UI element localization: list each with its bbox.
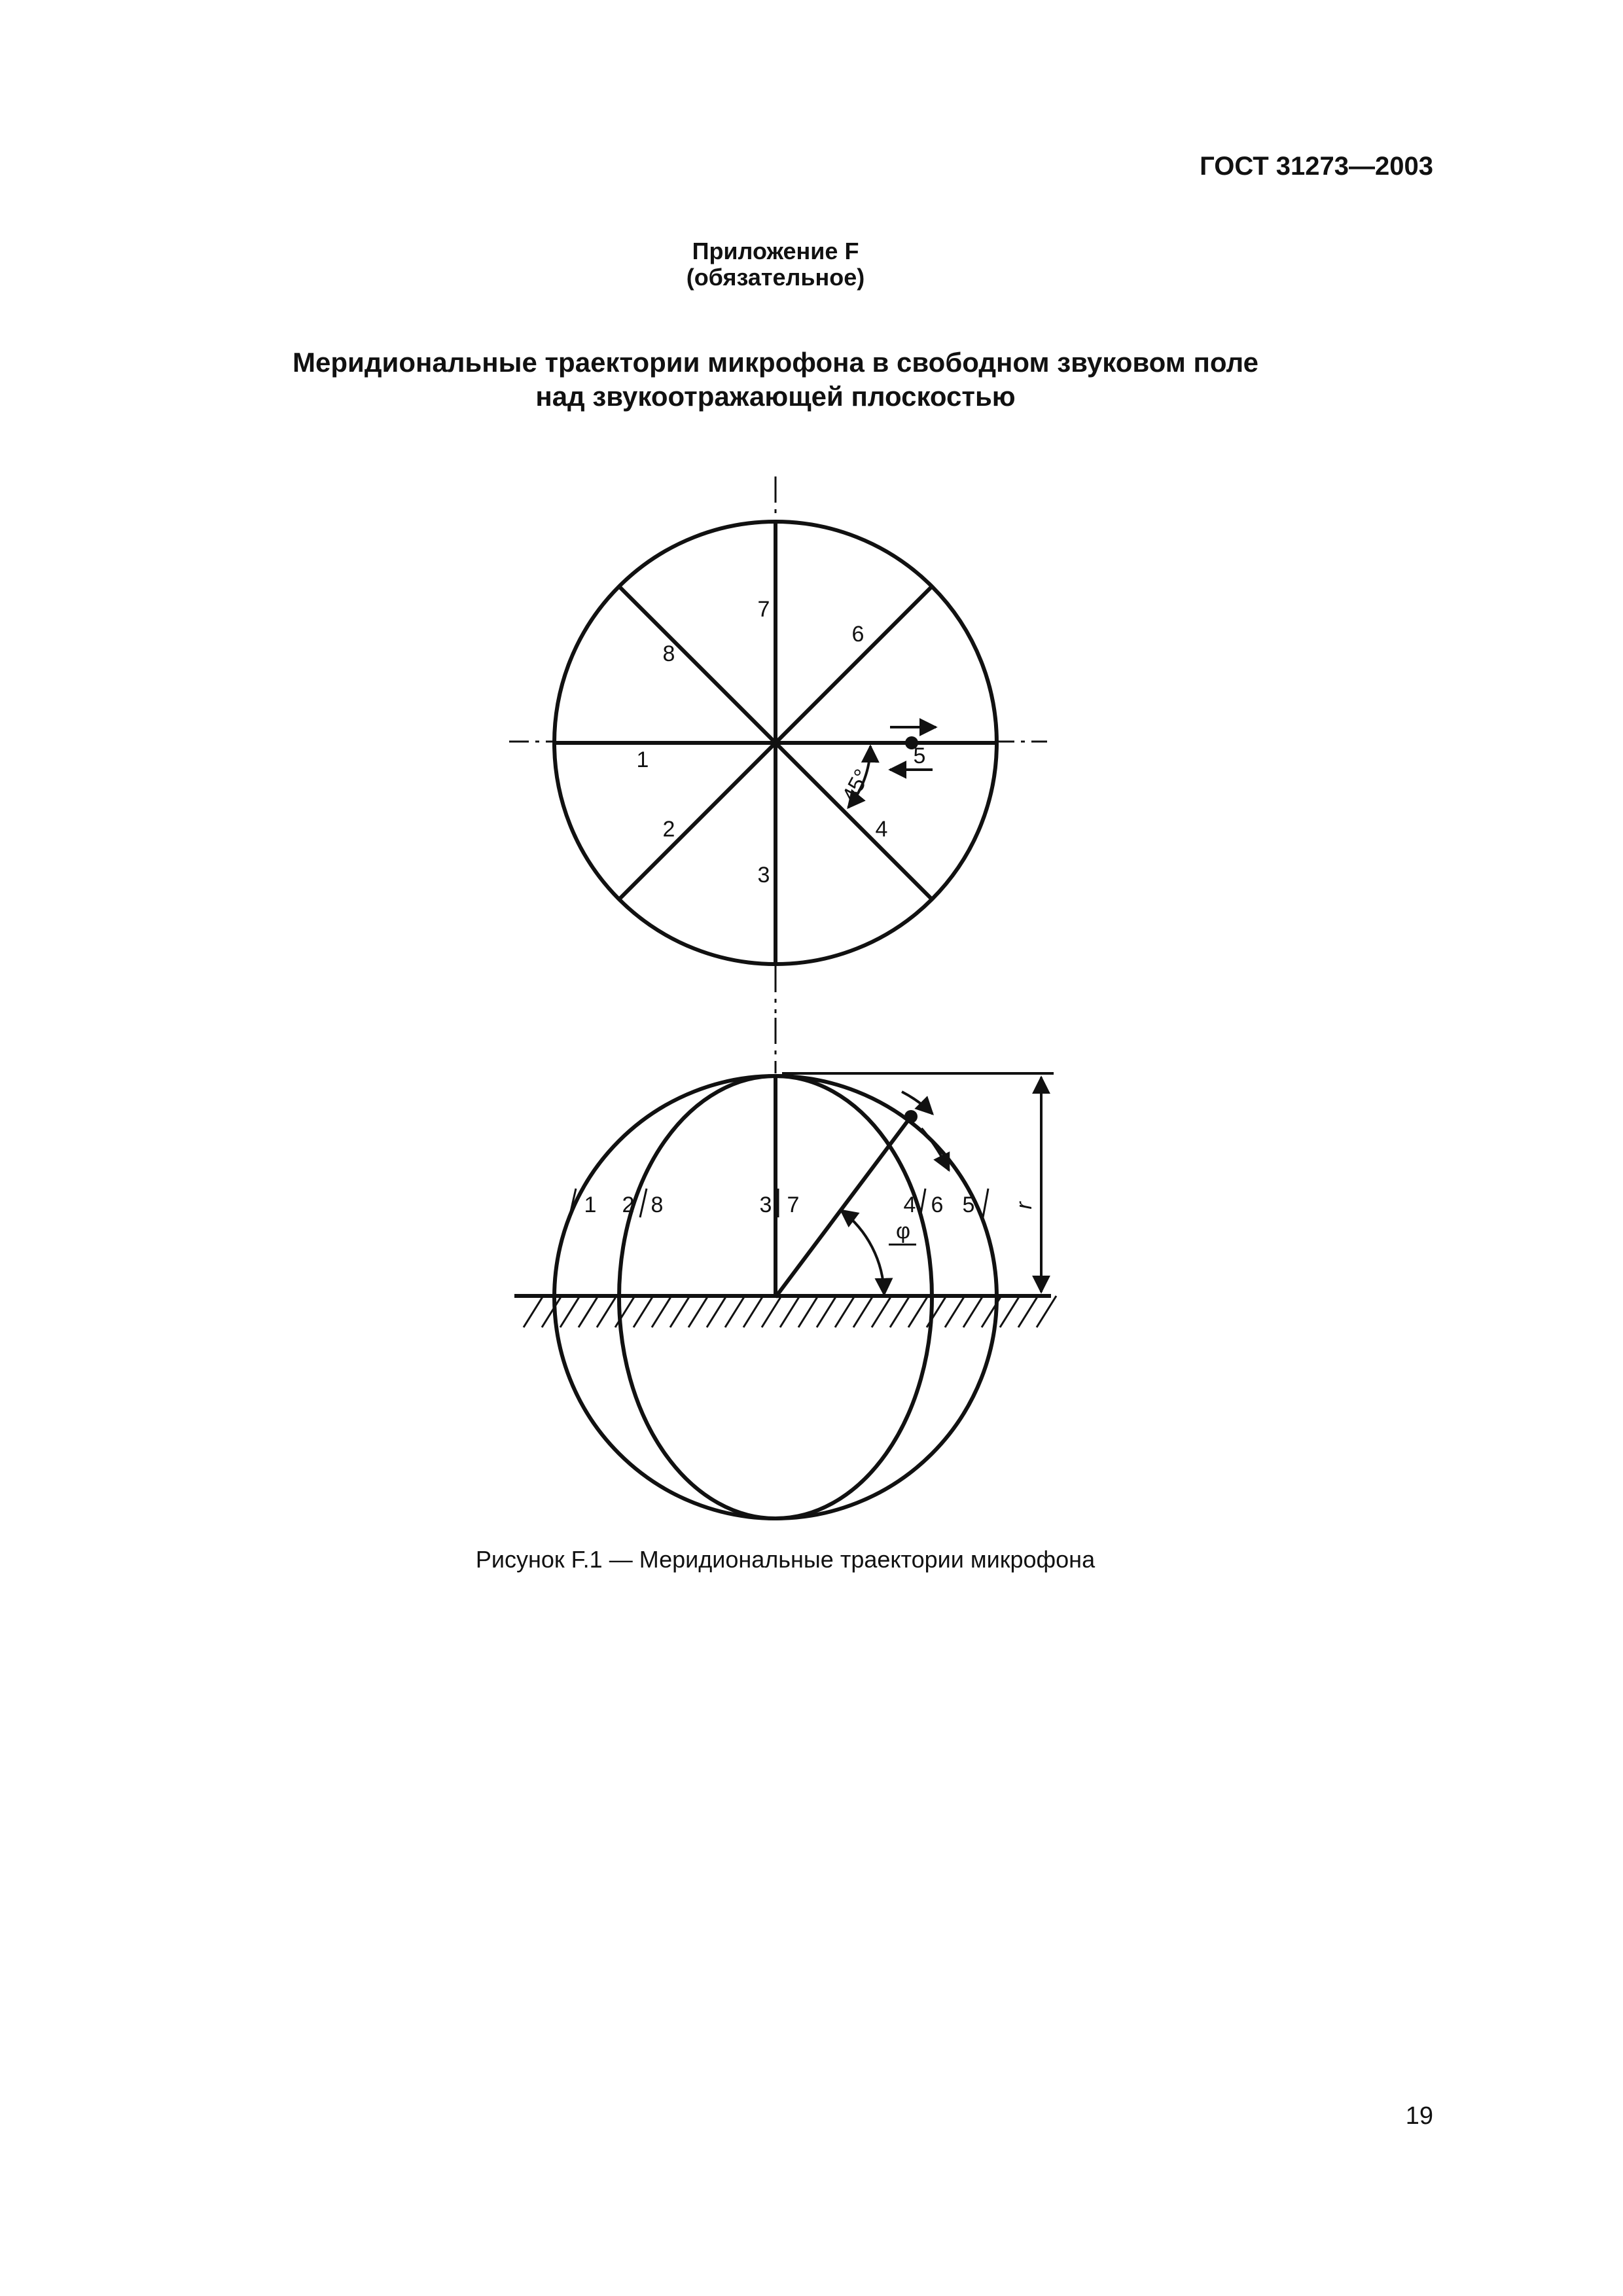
label-angle-45: 45° xyxy=(837,765,876,807)
label-trajectory-2: 2 xyxy=(662,817,675,842)
figure-caption: Рисунок F.1 — Меридиональные траектории микрофона xyxy=(475,1546,1096,1573)
appendix-status: (обязательное) xyxy=(686,264,865,291)
reflecting-plane-hatching xyxy=(524,1296,1056,1327)
label-trajectory-7: 7 xyxy=(757,597,770,622)
side-label-7: 7 xyxy=(787,1193,800,1217)
section-title-line-1: Меридиональные траектории микрофона в свободном звуковом поле xyxy=(293,347,1258,378)
label-trajectory-4: 4 xyxy=(875,817,888,842)
label-radius: r xyxy=(1012,1202,1037,1210)
top-view xyxy=(509,476,1047,1013)
side-view-labels xyxy=(584,1193,1037,1244)
label-trajectory-8: 8 xyxy=(662,641,675,666)
motion-arrow-down xyxy=(902,1092,933,1114)
side-view xyxy=(514,1018,1056,1518)
microphone-point-side xyxy=(904,1110,918,1123)
page-number: 19 xyxy=(1405,2102,1433,2130)
label-angle-phi: φ xyxy=(895,1219,911,1244)
label-trajectory-6: 6 xyxy=(851,622,865,647)
motion-arrow-outer xyxy=(921,1128,949,1170)
label-trajectory-5: 5 xyxy=(913,744,926,768)
phi-underline xyxy=(889,1244,916,1246)
angle-arc-phi xyxy=(841,1210,884,1295)
side-label-2: 2 xyxy=(622,1193,635,1217)
label-trajectory-1: 1 xyxy=(636,747,649,772)
side-label-3: 3 xyxy=(759,1193,772,1217)
side-label-1: 1 xyxy=(584,1193,597,1217)
appendix-title: Приложение F xyxy=(692,238,859,264)
side-label-8: 8 xyxy=(651,1193,664,1217)
side-label-6: 6 xyxy=(931,1193,944,1217)
label-trajectory-3: 3 xyxy=(757,863,770,888)
side-label-4: 4 xyxy=(903,1193,916,1217)
side-label-5: 5 xyxy=(962,1193,975,1217)
section-title-line-2: над звукоотражающей плоскостью xyxy=(535,381,1016,412)
document-id: ГОСТ 31273—2003 xyxy=(1200,152,1433,181)
